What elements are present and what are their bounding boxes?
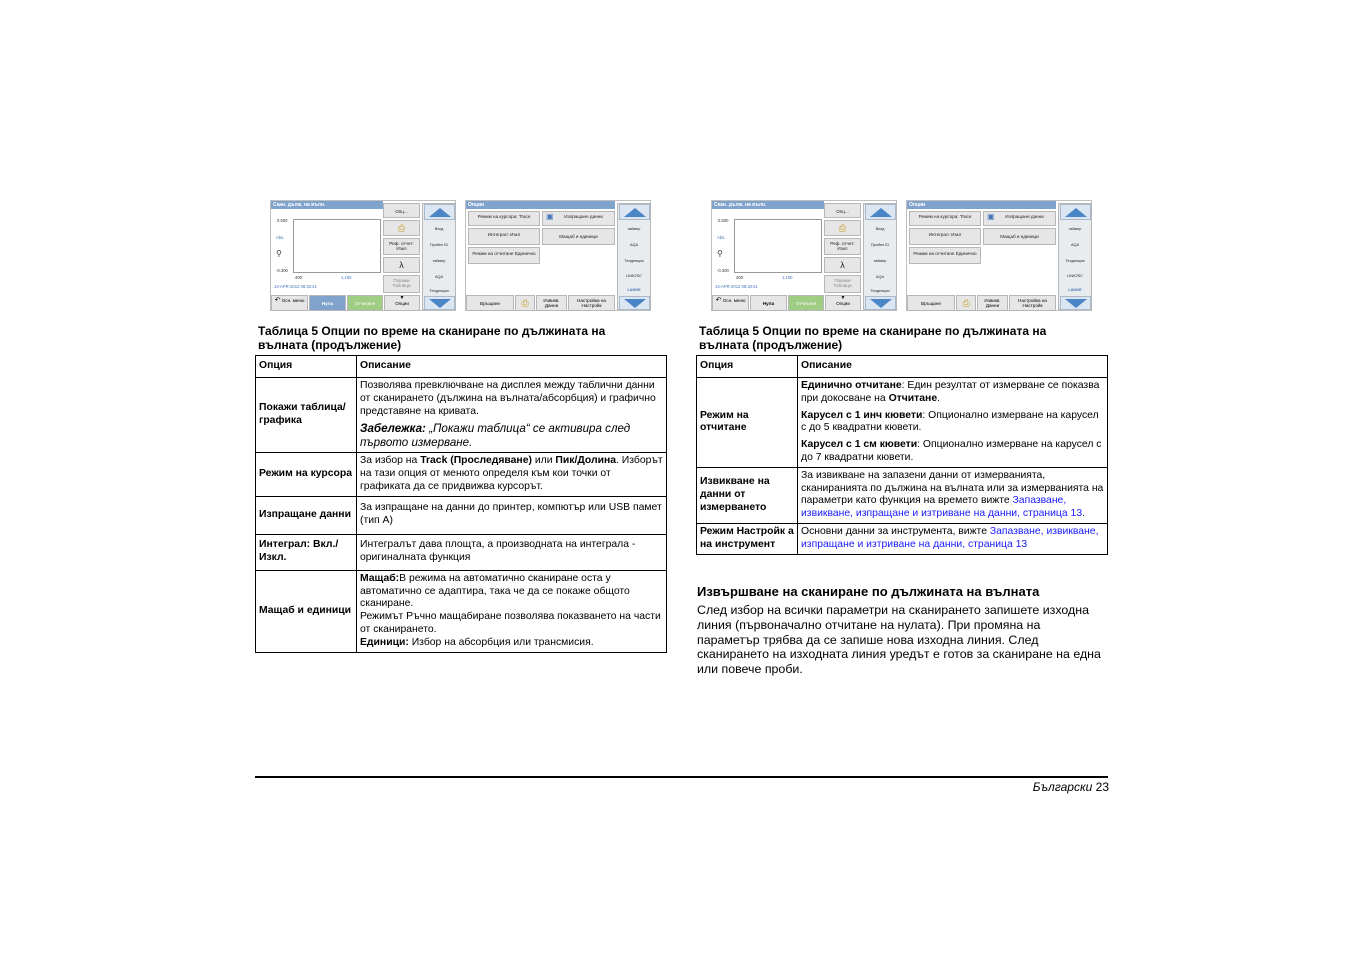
lambda-button[interactable]: λ <box>824 257 861 273</box>
desc-instrument-settings <box>798 523 1108 554</box>
options-table-right <box>696 355 1108 555</box>
main-menu-label: Осн. меню <box>722 298 746 303</box>
carousel-inch-desc <box>801 410 1104 436</box>
x-max-label: 1,100 <box>341 275 352 280</box>
desc-text: : Опционално измерване на карусел с до 5 квадратни кювети. <box>801 409 1099 434</box>
desc-text: Позволява превключване на дисплея между таблични данни от сканирането (дължина на вълната/абсорбция) и графично представяне на кривата. <box>360 380 656 417</box>
arrow-up-icon <box>1065 208 1087 217</box>
settings-link[interactable]: Запазване, извикване, изпращане и изтриване на данни, страница 13 <box>801 525 1099 550</box>
footer <box>1033 780 1109 794</box>
scroll-down-button[interactable] <box>619 296 650 310</box>
desc-text: : Един резултат от измерване се показва при докосване на <box>801 380 1100 404</box>
scale-label: Мащаб: <box>360 572 400 584</box>
arrow-up-icon <box>429 208 451 217</box>
scroll-up-button[interactable] <box>424 204 455 220</box>
y-unit-label: Abs. <box>276 235 285 240</box>
scan-screen-title: Скан. дълж. на вълн. <box>271 201 383 209</box>
zoom-icon[interactable]: ⚲ <box>717 249 723 258</box>
main-menu-button[interactable] <box>712 295 749 311</box>
zero-button[interactable]: Нула <box>750 295 787 311</box>
header-description: Описание <box>798 356 1108 378</box>
track-label: Track (Проследяване) <box>420 455 532 467</box>
y-unit-label: Abs. <box>717 235 726 240</box>
zoom-icon[interactable]: ⚲ <box>276 249 282 258</box>
header-description: Описание <box>357 356 667 378</box>
print-icon[interactable]: ⎙ <box>383 220 420 236</box>
arrow-down-icon <box>1065 299 1087 308</box>
desc-text: Режимът Ръчно мащабиране позволява показването на части от сканирането. <box>360 611 661 635</box>
desc-text: : Опционално измерване на карусел с до 7 квадратни кювети. <box>801 439 1102 463</box>
scan-screen-title: Скан. дълж. на вълн. <box>712 201 824 209</box>
carousel-cm-desc <box>801 439 1104 465</box>
option-read-mode: Режим на отчитане <box>697 378 798 468</box>
chevron-down-icon: ▼ <box>399 295 405 301</box>
note-label: Забележка: <box>360 422 426 436</box>
zero-button[interactable]: Нула <box>309 295 346 311</box>
single-read-desc <box>801 380 1104 406</box>
sample-id-item[interactable]: Пробен ID <box>429 243 449 247</box>
aqa-item[interactable]: AQA <box>629 243 639 247</box>
login-item[interactable]: Вход <box>434 227 444 231</box>
desc-text: Избор на абсорбция или трансмисия. <box>408 636 594 648</box>
options-screen-right <box>906 200 1092 311</box>
options-label: Опции <box>395 301 409 306</box>
link2sc-item[interactable]: LINK2SC <box>1067 274 1083 278</box>
trends-item[interactable]: Тенденции <box>1065 259 1085 263</box>
print-button[interactable] <box>515 295 535 311</box>
x-min-label: 400 <box>295 275 302 280</box>
show-table-button[interactable]: Покажи Таблица <box>824 275 861 293</box>
chevron-down-icon: ▼ <box>840 295 846 301</box>
arrow-down-icon <box>624 299 646 308</box>
desc-text: . <box>937 392 940 404</box>
read-label: Отчитане <box>888 392 938 404</box>
send-data-icon: ▣ <box>987 212 995 221</box>
read-button[interactable]: Отчитане <box>788 295 824 311</box>
scroll-up-button[interactable] <box>619 204 650 220</box>
options-screen-left <box>465 200 651 311</box>
section-heading: Извършване на сканиране по дължината на вълната <box>697 584 1040 599</box>
table-caption-right: Таблица 5 Опции по време на сканиране по дължината на вълната (продължение) <box>699 324 1047 352</box>
login-item[interactable]: Вход <box>875 227 885 231</box>
trends-item[interactable]: Тенденции <box>870 289 890 293</box>
option-recall-data: Извикване на данни от измерването <box>697 467 798 523</box>
table-row <box>697 523 1108 554</box>
table-row <box>697 467 1108 523</box>
options-label: Опции <box>836 301 850 306</box>
arrow-down-icon <box>870 299 892 308</box>
instrument-settings-button[interactable]: Настройка на Настройк <box>568 295 615 311</box>
scroll-up-button[interactable] <box>865 204 896 220</box>
main-menu-button[interactable] <box>271 295 308 311</box>
timer-item[interactable]: таймер <box>873 259 887 263</box>
desc-recall-data <box>798 467 1108 523</box>
scale-units-button[interactable]: Мащаб и единици <box>983 228 1056 245</box>
aqa-item[interactable]: AQA <box>1070 243 1080 247</box>
desc-text: За избор на <box>360 455 421 467</box>
back-icon: ↶ <box>715 297 722 304</box>
carousel-inch-label: Карусел с 1 инч кювети <box>801 409 923 421</box>
options-table-left <box>255 355 667 653</box>
y-min-label: -0.300 <box>276 268 288 273</box>
y-max-label: 0.500 <box>718 218 729 223</box>
recall-data-button[interactable]: Извикв. Данни <box>536 295 567 311</box>
cursor-mode-button[interactable]: Режим на курсора: Trace <box>909 211 981 226</box>
desc-text: . <box>1082 508 1086 520</box>
read-mode-button[interactable]: Режим на отчитане Единично <box>909 247 981 264</box>
x-max-label: 1,100 <box>782 275 793 280</box>
desc-scale-units <box>357 570 667 652</box>
reference-reading-button[interactable]: Реф. отчет: Изкл <box>824 238 861 255</box>
options-more-button[interactable]: Опц... <box>383 203 420 218</box>
integral-button[interactable]: Интеграл: Изкл <box>468 228 540 245</box>
print-icon: ⎙ <box>962 298 970 308</box>
table-row <box>256 570 667 652</box>
desc-text: Основни данни за инструмента, вижте <box>801 525 990 537</box>
page-number: 23 <box>1095 780 1109 794</box>
recall-link[interactable]: Запазване, извикване, изпращане и изтриване на данни, страница 13 <box>801 495 1083 520</box>
y-min-label: -0.300 <box>717 268 729 273</box>
send-data-button[interactable] <box>542 211 615 226</box>
option-scale-units: Мащаб и единици <box>256 570 357 652</box>
link2sc-item[interactable]: LINK2SC <box>626 274 642 278</box>
table-row <box>256 453 667 496</box>
send-data-button[interactable] <box>983 211 1056 226</box>
send-data-icon: ▣ <box>546 212 554 221</box>
scale-units-button[interactable]: Мащаб и единици <box>542 228 615 245</box>
desc-cursor-mode <box>357 453 667 496</box>
desc-integral: Интегралът дава площта, а производната на интеграла - оригиналната функция <box>357 534 667 570</box>
footer-language: Български <box>1032 780 1093 794</box>
option-send-data: Изпращане данни <box>256 496 357 534</box>
desc-text: или <box>531 455 556 467</box>
lange-logo: LANGE <box>627 288 641 292</box>
table-header-row <box>256 356 667 378</box>
table-row <box>256 534 667 570</box>
reference-reading-button[interactable]: Реф. отчет: Изкл <box>383 238 420 255</box>
return-button[interactable]: Връщане <box>907 295 955 311</box>
section-body: След избор на всички параметри на сканирането запишете изходна линия (първоначално отчитане на нулата). При промяна на параметър трябва да се запише нова изходна линия. След сканирането на изходната линия уредът е готов за сканиране на една или повече проби. <box>697 603 1101 677</box>
option-cursor-mode: Режим на курсора <box>256 453 357 496</box>
table-row <box>697 378 1108 468</box>
cursor-mode-button[interactable]: Режим на курсора: Trace <box>468 211 540 226</box>
instrument-settings-button[interactable]: Настройка на Настройк <box>1009 295 1056 311</box>
units-label: Единици: <box>360 636 409 648</box>
aqa-item[interactable]: AQA <box>434 275 444 279</box>
trends-item[interactable]: Тенденции <box>624 259 644 263</box>
timer-item[interactable]: таймер <box>1068 227 1082 231</box>
desc-text: . Изборът на тази опция от менюто определя към кои точки от графиката да се придвижва курсорът. <box>360 455 663 492</box>
lange-logo: LANGE <box>1068 288 1082 292</box>
arrow-up-icon <box>870 208 892 217</box>
options-screen-title: Опции <box>466 201 615 209</box>
scroll-down-button[interactable] <box>865 296 896 310</box>
header-option: Опция <box>256 356 357 378</box>
scan-plot-area <box>293 219 381 273</box>
table-row <box>256 378 667 453</box>
carousel-cm-label: Карусел с 1 см кювети <box>801 439 918 451</box>
options-button[interactable] <box>384 295 420 311</box>
return-button[interactable]: Връщане <box>466 295 514 311</box>
timestamp: 13-APR-2012 08:33:41 <box>715 284 758 289</box>
scan-screen-right <box>711 200 897 311</box>
print-icon[interactable]: ⎙ <box>824 220 861 236</box>
options-more-button[interactable]: Опц... <box>824 203 861 218</box>
timestamp: 13-APR-2012 08:33:41 <box>274 284 317 289</box>
note-text: „Покажи таблица“ се активира след първото измерване. <box>360 422 631 450</box>
note <box>360 422 663 450</box>
option-instrument-settings: Режим Настройк а на инструмент <box>697 523 798 554</box>
main-menu-label: Осн. меню <box>281 298 305 303</box>
lambda-button[interactable]: λ <box>383 257 420 273</box>
back-icon: ↶ <box>274 297 281 304</box>
desc-read-mode <box>798 378 1108 468</box>
integral-button[interactable]: Интеграл: Изкл <box>909 228 981 245</box>
arrow-down-icon <box>429 299 451 308</box>
desc-text: В режима на автоматично сканиране оста у автоматично се адаптира, така че да се покаже общото сканиране. <box>360 572 630 610</box>
table-row <box>256 496 667 534</box>
option-integral: Интеграл: Вкл./ Изкл. <box>256 534 357 570</box>
send-data-label: Изпращане данни <box>1005 214 1044 219</box>
sample-id-item[interactable]: Пробен ID <box>870 243 890 247</box>
table-caption-left: Таблица 5 Опции по време на сканиране по дължината на вълната (продължение) <box>258 324 606 352</box>
arrow-up-icon <box>624 208 646 217</box>
option-show-table: Покажи таблица/ графика <box>256 378 357 453</box>
single-read-label: Единично отчитане <box>801 380 902 391</box>
print-icon: ⎙ <box>521 298 529 308</box>
scan-plot-area <box>734 219 822 273</box>
desc-show-table <box>357 378 667 453</box>
desc-send-data: За изпращане на данни до принтер, компютър или USB памет (тип A) <box>357 496 667 534</box>
options-screen-title: Опции <box>907 201 1056 209</box>
aqa-item[interactable]: AQA <box>875 275 885 279</box>
timer-item[interactable]: таймер <box>627 227 641 231</box>
read-button[interactable]: Отчитане <box>347 295 383 311</box>
desc-text: За извикване на запазени данни от измерванията, сканиранията по дължина на вълната или за измерванията на параметри като функция на времето вижте <box>801 469 1104 507</box>
trends-item[interactable]: Тенденции <box>429 289 449 293</box>
scroll-up-button[interactable] <box>1060 204 1091 220</box>
x-min-label: 400 <box>736 275 743 280</box>
options-button[interactable] <box>825 295 861 311</box>
scroll-down-button[interactable] <box>1060 296 1091 310</box>
show-table-button[interactable]: Покажи Таблица <box>383 275 420 293</box>
peak-valley-label: Пик/Долина <box>555 455 617 467</box>
read-mode-button[interactable]: Режим на отчитане Единично <box>468 247 540 264</box>
timer-item[interactable]: таймер <box>432 259 446 263</box>
send-data-label: Изпращане данни <box>564 214 603 219</box>
recall-data-button[interactable]: Извикв. Данни <box>977 295 1008 311</box>
table-header-row <box>697 356 1108 378</box>
y-max-label: 0.500 <box>277 218 288 223</box>
header-option: Опция <box>697 356 798 378</box>
footer-rule <box>255 776 1108 778</box>
scroll-down-button[interactable] <box>424 296 455 310</box>
print-button[interactable] <box>956 295 976 311</box>
scan-screen-left <box>270 200 456 311</box>
